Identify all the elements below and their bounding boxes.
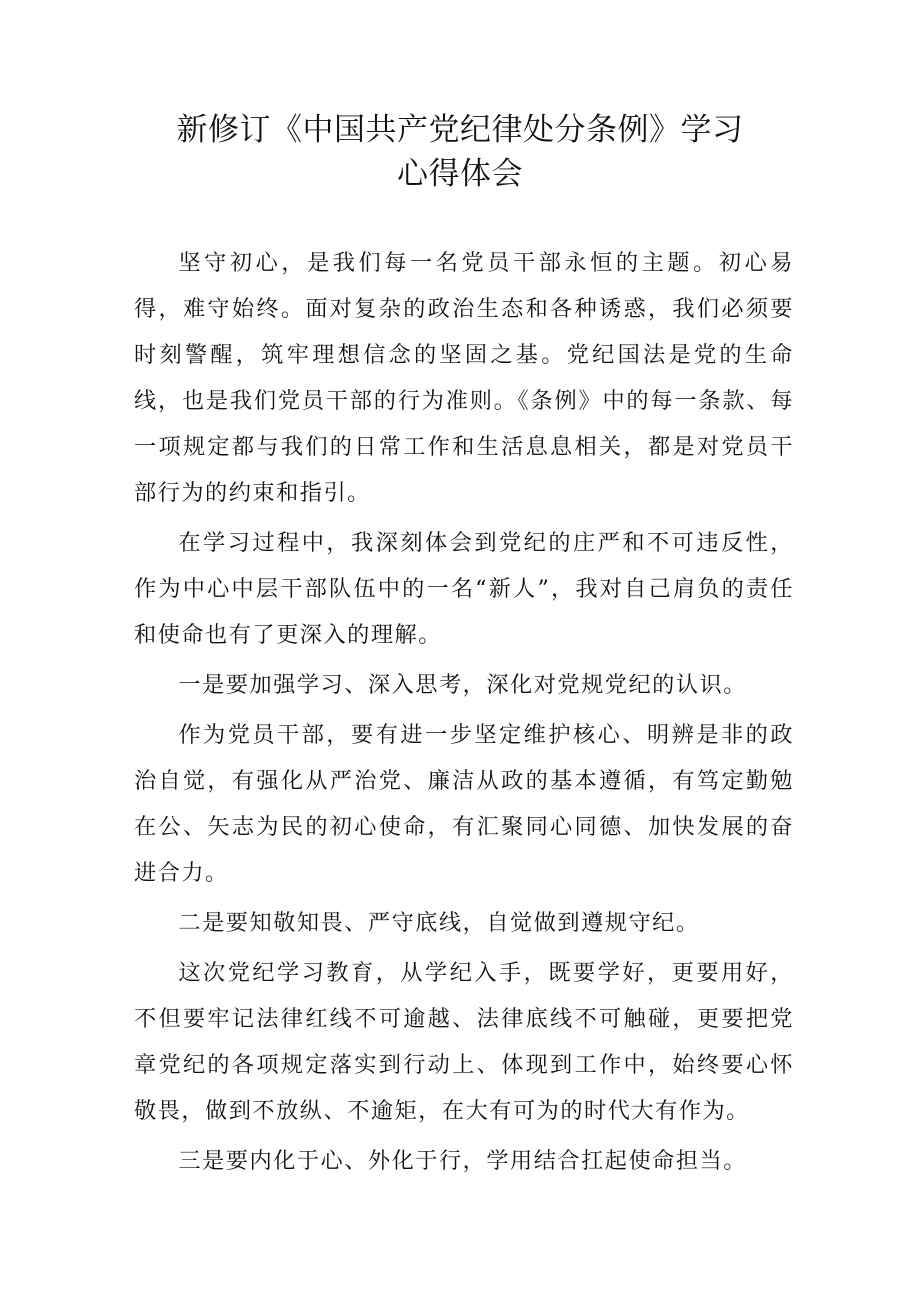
document-body xyxy=(134,240,794,1188)
paragraph-4: 作为党员干部，要有进一步坚定维护核心、明辨是非的政治自觉，有强化从严治党、廉洁从政的基本遵循，有笃定勤勉在公、矢志为民的初心使命，有汇聚同心同德、加快发展的奋进合力。 xyxy=(134,722,794,886)
paragraph-6: 这次党纪学习教育，从学纪入手，既要学好，更要用好，不但要牢记法律红线不可逾越、法律底线不可触碰，更要把党章党纪的各项规定落实到行动上、体现到工作中，始终要心怀敬畏，做到不放纵、不逾矩，在大有可为的时代大有作为。 xyxy=(134,960,794,1124)
paragraph-2: 在学习过程中，我深刻体会到党纪的庄严和不可违反性，作为中心中层干部队伍中的一名“新人”，我对自己肩负的责任和使命也有了更深入的理解。 xyxy=(134,530,794,648)
paragraph-5: 二是要知敬知畏、严守底线，自觉做到遵规守纪。 xyxy=(178,910,700,936)
paragraph-1: 坚守初心，是我们每一名党员干部永恒的主题。初心易得，难守始终。面对复杂的政治生态和各种诱惑，我们必须要时刻警醒，筑牢理想信念的坚固之基。党纪国法是党的生命线，也是我们党员干部的行为准则。《条例》中的每一条款、每一项规定都与我们的日常工作和生活息息相关，都是对党员干部行为的约束和指引。 xyxy=(134,250,794,506)
paragraph-3: 一是要加强学习、深入思考，深化对党规党纪的认识。 xyxy=(178,672,747,698)
document-title-line-1: 新修订《中国共产党纪律处分条例》学习 xyxy=(176,112,744,148)
paragraph-7: 三是要内化于心、外化于行，学用结合扛起使命担当。 xyxy=(178,1148,747,1174)
document-title-line-2: 心得体会 xyxy=(397,156,523,192)
